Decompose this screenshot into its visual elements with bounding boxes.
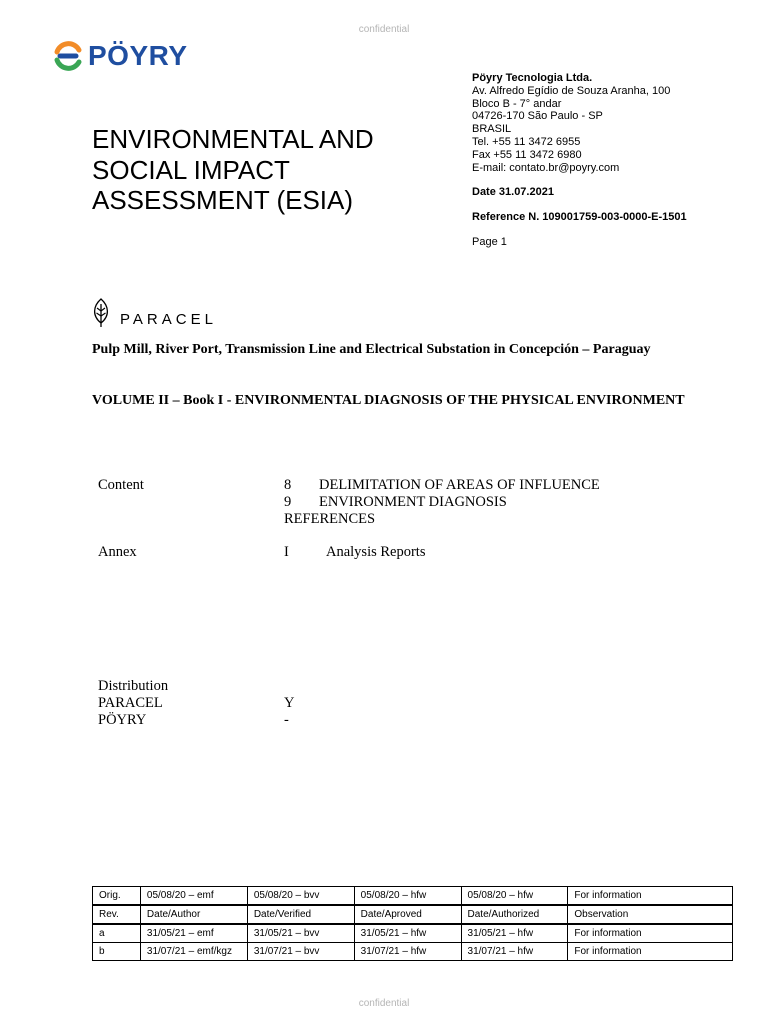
table-cell: 31/07/21 – emf/kgz xyxy=(140,942,247,961)
table-cell: b xyxy=(93,942,141,961)
volume-title: VOLUME II – Book I - ENVIRONMENTAL DIAGNOSIS OF THE PHYSICAL ENVIRONMENT xyxy=(92,393,685,408)
content-item-number: 8 xyxy=(284,477,292,493)
table-cell: 05/08/20 – hfw xyxy=(461,887,568,906)
table-header-cell: Date/Authorized xyxy=(461,905,568,924)
company-address-block xyxy=(472,72,752,249)
poyry-logo-text: PÖYRY xyxy=(88,40,188,71)
table-cell: 31/05/21 – emf xyxy=(140,924,247,943)
address-country: BRASIL xyxy=(472,123,512,136)
table-cell: 31/05/21 – hfw xyxy=(461,924,568,943)
project-subtitle: Pulp Mill, River Port, Transmission Line and Electrical Substation in Concepción – Paraguay xyxy=(92,342,651,357)
table-row xyxy=(93,942,733,961)
table-cell: 31/07/21 – bvv xyxy=(247,942,354,961)
poyry-logo xyxy=(52,38,188,74)
table-row xyxy=(93,924,733,943)
page-number: Page 1 xyxy=(472,235,507,248)
company-fax: Fax +55 11 3472 6980 xyxy=(472,148,582,161)
distribution-label: Distribution xyxy=(98,678,169,694)
poyry-logo-icon xyxy=(52,40,84,72)
distribution-name: PARACEL xyxy=(98,695,163,711)
document-title xyxy=(92,124,452,216)
content-references: REFERENCES xyxy=(284,511,376,527)
leaf-icon xyxy=(90,298,112,328)
annex-label: Annex xyxy=(98,544,137,560)
revision-table xyxy=(92,886,733,961)
table-header-cell: Date/Verified xyxy=(247,905,354,924)
table-cell: 31/05/21 – hfw xyxy=(354,924,461,943)
table-cell: a xyxy=(93,924,141,943)
address-line: Bloco B - 7° andar xyxy=(472,97,562,110)
paracel-logo-text: PARACEL xyxy=(120,311,217,328)
title-line: SOCIAL IMPACT xyxy=(92,154,290,185)
confidential-watermark-top: confidential xyxy=(358,24,410,35)
company-email: E-mail: contato.br@poyry.com xyxy=(472,161,620,174)
table-header-row xyxy=(93,905,733,924)
table-cell: 05/08/20 – hfw xyxy=(354,887,461,906)
table-cell: 31/05/21 – bvv xyxy=(247,924,354,943)
table-cell: For information xyxy=(568,924,733,943)
table-cell: For information xyxy=(568,942,733,961)
document-date: Date 31.07.2021 xyxy=(472,186,554,199)
table-cell: 31/07/21 – hfw xyxy=(354,942,461,961)
table-row xyxy=(93,887,733,906)
annex-number: I xyxy=(284,544,289,560)
content-item-text: DELIMITATION OF AREAS OF INFLUENCE xyxy=(319,477,600,493)
confidential-watermark-bottom: confidential xyxy=(358,998,410,1009)
document-reference: Reference N. 109001759-003-0000-E-1501 xyxy=(472,211,687,224)
content-item-number: 9 xyxy=(284,494,292,510)
content-label: Content xyxy=(98,477,144,493)
paracel-logo xyxy=(90,298,217,328)
table-cell: 31/07/21 – hfw xyxy=(461,942,568,961)
content-item-text: ENVIRONMENT DIAGNOSIS xyxy=(319,494,507,510)
table-cell: For information xyxy=(568,887,733,906)
title-line: ENVIRONMENTAL AND xyxy=(92,124,374,154)
table-cell: Orig. xyxy=(93,887,141,906)
company-tel: Tel. +55 11 3472 6955 xyxy=(472,135,581,148)
table-header-cell: Rev. xyxy=(93,905,141,924)
company-name: Pöyry Tecnologia Ltda. xyxy=(472,72,593,84)
table-cell: 05/08/20 – emf xyxy=(140,887,247,906)
distribution-name: PÖYRY xyxy=(98,712,147,728)
annex-text: Analysis Reports xyxy=(326,544,426,560)
distribution-value: Y xyxy=(284,695,295,711)
title-line: ASSESSMENT (ESIA) xyxy=(92,185,354,215)
table-header-cell: Date/Author xyxy=(140,905,247,924)
table-cell: 05/08/20 – bvv xyxy=(247,887,354,906)
distribution-value: - xyxy=(284,712,289,728)
table-header-cell: Date/Aproved xyxy=(354,905,461,924)
address-line: Av. Alfredo Egídio de Souza Aranha, 100 xyxy=(472,84,671,97)
table-header-cell: Observation xyxy=(568,905,733,924)
address-line: 04726-170 São Paulo - SP xyxy=(472,110,603,123)
